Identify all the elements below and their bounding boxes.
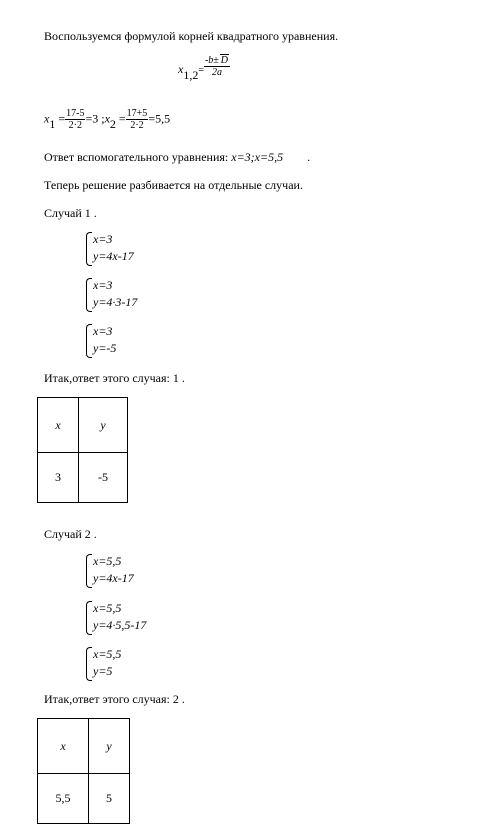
- case2-title: Случай 2 .: [44, 527, 97, 541]
- table-cell: 5,5: [38, 774, 89, 824]
- intro-text: Воспользуемся формулой корней квадратного уравнения.: [44, 29, 339, 43]
- formula-eq: =: [198, 64, 204, 76]
- system-line: x=3: [93, 324, 113, 338]
- x1-den: 2·2: [68, 120, 82, 131]
- system-line: y=4x-17: [93, 249, 134, 263]
- x2-den: 2·2: [130, 120, 144, 131]
- formula-denominator: 2a: [212, 67, 222, 78]
- x1-fraction: [65, 108, 85, 131]
- formula-lhs-sub: 1,2: [183, 67, 199, 82]
- system-line: y=5: [93, 664, 113, 678]
- x1-sub: 1: [49, 117, 56, 132]
- x2-fraction: [126, 108, 149, 131]
- brace-icon: [86, 324, 92, 358]
- formula-lhs-var: x: [178, 61, 184, 76]
- system-line: y=4·3-17: [93, 295, 138, 309]
- case1-table: [37, 397, 128, 503]
- table-row: [38, 453, 128, 503]
- roots-line: x1 = $\frac{17-5}{2\cdot 2}$ =3 ;x2 = $\frac{17+5}{2\cdot 2}$ =5,5: [44, 108, 171, 132]
- table-header-cell: y: [79, 398, 128, 453]
- system-line: x=5,5: [93, 601, 122, 615]
- x2-var: x: [104, 111, 110, 126]
- x2-sub: 2: [109, 117, 116, 132]
- x1-var: x: [44, 111, 50, 126]
- aux-answer-dot: .: [307, 150, 311, 164]
- table-header-cell: y: [89, 719, 130, 774]
- case1-system-2: [86, 277, 137, 311]
- aux-answer-label: Ответ вспомогательного уравнения:: [44, 150, 232, 164]
- system-line: x=5,5: [93, 554, 122, 568]
- case1-system-3: [86, 323, 116, 357]
- aux-answer: [44, 150, 310, 165]
- system-line: x=5,5: [93, 647, 122, 661]
- table-cell: 3: [38, 453, 79, 503]
- formula-fraction: [204, 54, 230, 78]
- x2-num: 17+5: [126, 108, 148, 119]
- cases-intro: Теперь решение разбивается на отдельные случаи.: [44, 178, 303, 192]
- table-header-cell: x: [38, 398, 79, 453]
- formula-num-prefix: -b±: [204, 55, 219, 66]
- x1-result: =3 ;: [85, 111, 105, 126]
- table-header-cell: x: [38, 719, 89, 774]
- brace-icon: [86, 601, 92, 635]
- table-row: [38, 774, 130, 824]
- case2-table: [37, 718, 130, 824]
- aux-answer-value: x=3;x=5,5: [231, 150, 284, 164]
- quadratic-formula: [178, 55, 230, 82]
- brace-icon: [86, 554, 92, 588]
- formula-numerator: [204, 54, 230, 67]
- case2-system-2: [86, 600, 146, 634]
- formula-radicand: D: [220, 55, 229, 66]
- case1-result: Итак,ответ этого случая: 1 .: [44, 371, 185, 385]
- case2-system-3: [86, 646, 121, 680]
- case2-system-1: [86, 553, 134, 587]
- system-line: y=4·5,5-17: [93, 618, 147, 632]
- case1-system-1: [86, 231, 134, 265]
- system-line: y=4x-17: [93, 571, 134, 585]
- system-line: y=-5: [93, 341, 117, 355]
- brace-icon: [86, 278, 92, 312]
- case1-title: Случай 1 .: [44, 206, 97, 220]
- system-line: x=3: [93, 232, 113, 246]
- table-cell: 5: [89, 774, 130, 824]
- brace-icon: [86, 647, 92, 681]
- brace-icon: [86, 232, 92, 266]
- table-row: [38, 719, 130, 774]
- x1-num: 17-5: [66, 108, 85, 119]
- case2-result: Итак,ответ этого случая: 2 .: [44, 692, 185, 706]
- x2-result: =5,5: [148, 111, 171, 126]
- table-cell: -5: [79, 453, 128, 503]
- table-row: [38, 398, 128, 453]
- system-line: x=3: [93, 278, 113, 292]
